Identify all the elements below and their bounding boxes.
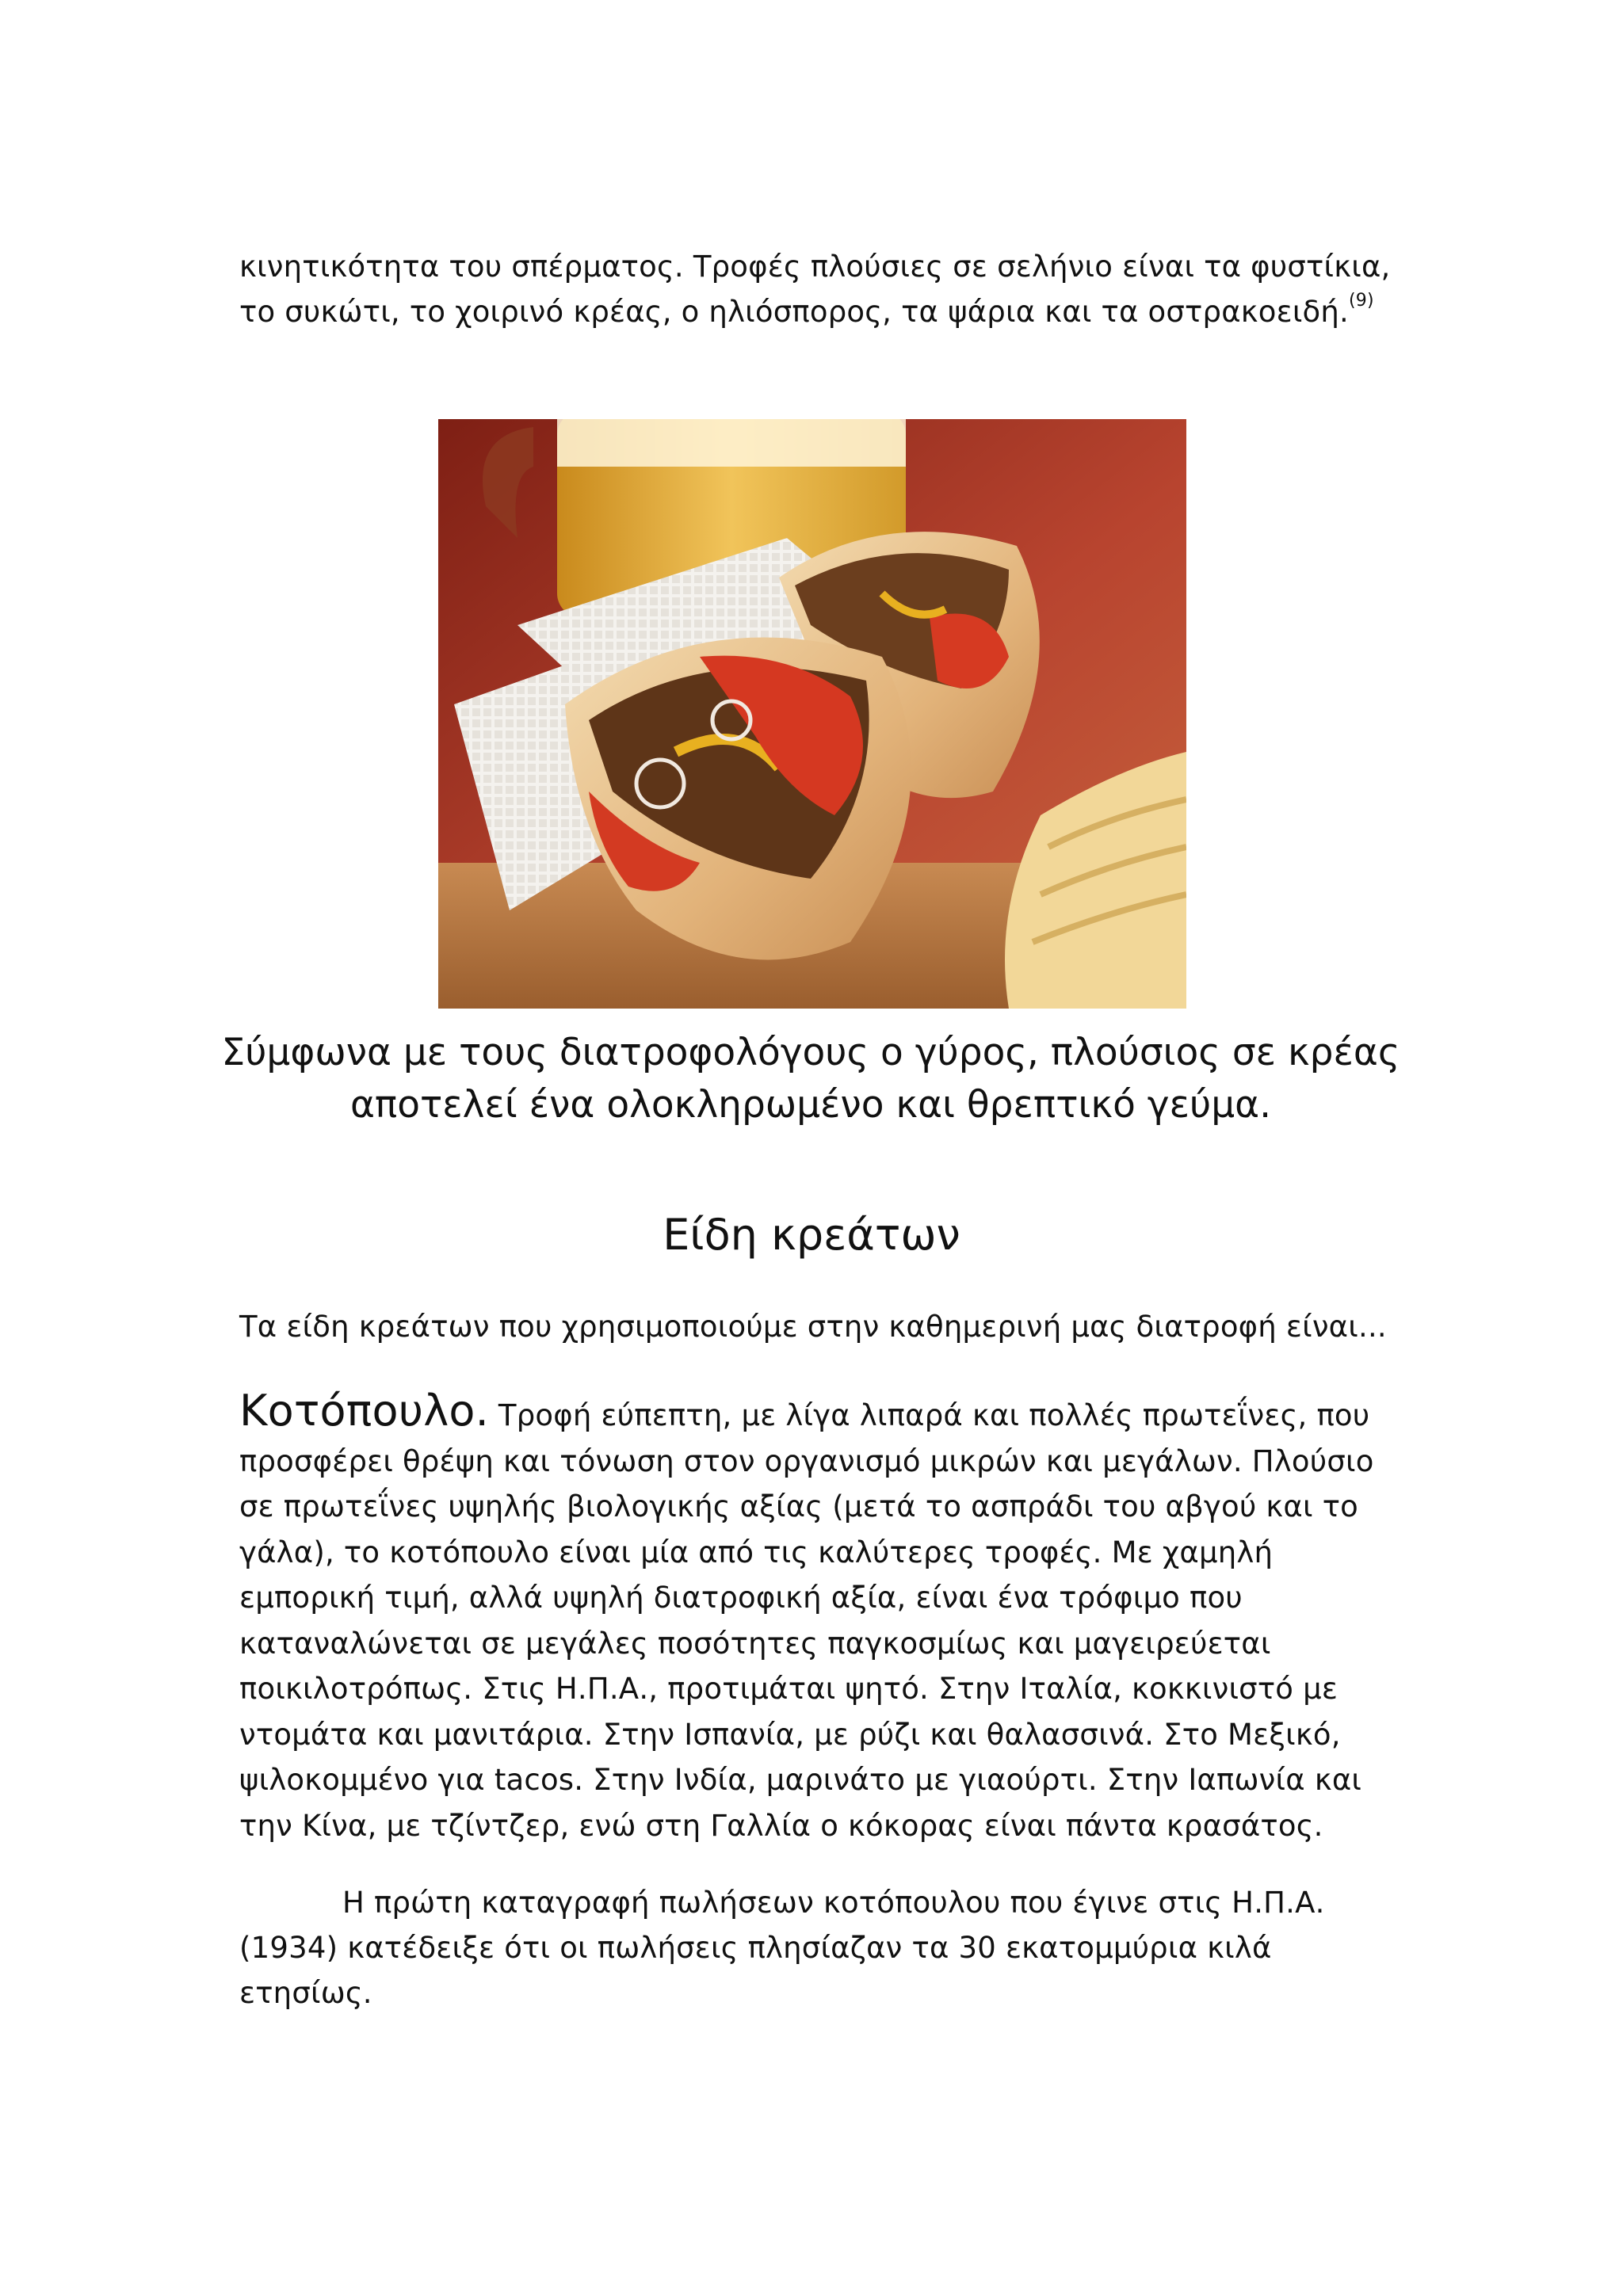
gyros-photo	[438, 419, 1186, 1009]
intro-paragraph: Τα είδη κρεάτων που χρησιμοποιούμε στην καθημερινή μας διατροφή είναι...	[239, 1310, 1387, 1344]
figure-caption-line-2: αποτελεί ένα ολοκληρωμένο και θρεπτικό γεύμα.	[349, 1083, 1272, 1127]
figure-caption	[206, 1027, 1415, 1131]
reference-marker: (9)	[1349, 291, 1374, 311]
chicken-lead-term: Κοτόπουλο.	[239, 1386, 489, 1436]
selenium-paragraph	[239, 244, 1396, 334]
sales-paragraph: Η πρώτη καταγραφή πωλήσεων κοτόπουλου που έγινε στις Η.Π.Α. (1934) κατέδειξε ότι οι πωλήσεις πλησίαζαν τα 30 εκατομμύρια κιλά ετησίως.	[239, 1886, 1325, 2010]
gyros-photo-illustration	[438, 419, 1186, 1009]
chicken-paragraph-text: Τροφή εύπεπτη, με λίγα λιπαρά και πολλές πρωτεΐνες, που προσφέρει θρέψη και τόνωση στον οργανισμό μικρών και μεγάλων. Πλούσιο σε πρωτεΐνες υψηλής βιολογικής αξίας (μετά το ασπράδι του αβγού και το γάλα), το κοτόπουλο είναι μία από τις καλύτερες τροφές. Με χαμηλή εμπορική τιμή, αλλά υψηλή διατροφική αξία, είναι ένα τρόφιμο που καταναλώνεται σε μεγάλες ποσότητες παγκοσμίως και μαγειρεύεται ποικιλοτρόπως. Στις Η.Π.Α., προτιμάται ψητό. Στην Ιταλία, κοκκινιστό με ντομάτα και μανιτάρια. Στην Ισπανία, με ρύζι και θαλασσινά. Στο Μεξικό, ψιλοκομμένο για tacos. Στην Ινδία, μαρινάτο με γιαούρτι. Στην Ιαπωνία και την Κίνα, με τζίντζερ, ενώ στη Γαλλία ο κόκορας είναι πάντα κρασάτος.	[239, 1398, 1374, 1843]
chicken-paragraph	[239, 1388, 1396, 1848]
figure-caption-line-1: Σύμφωνα με τους διατροφολόγους ο γύρος, πλούσιος σε κρέας	[221, 1031, 1400, 1074]
section-heading: Είδη κρεάτων	[663, 1210, 960, 1260]
selenium-paragraph-text: κινητικότητα του σπέρματος. Τροφές πλούσιες σε σελήνιο είναι τα φυστίκια, το συκώτι, το χοιρινό κρέας, ο ηλιόσπορος, τα ψάρια και τα οστρακοειδή.	[239, 250, 1391, 329]
